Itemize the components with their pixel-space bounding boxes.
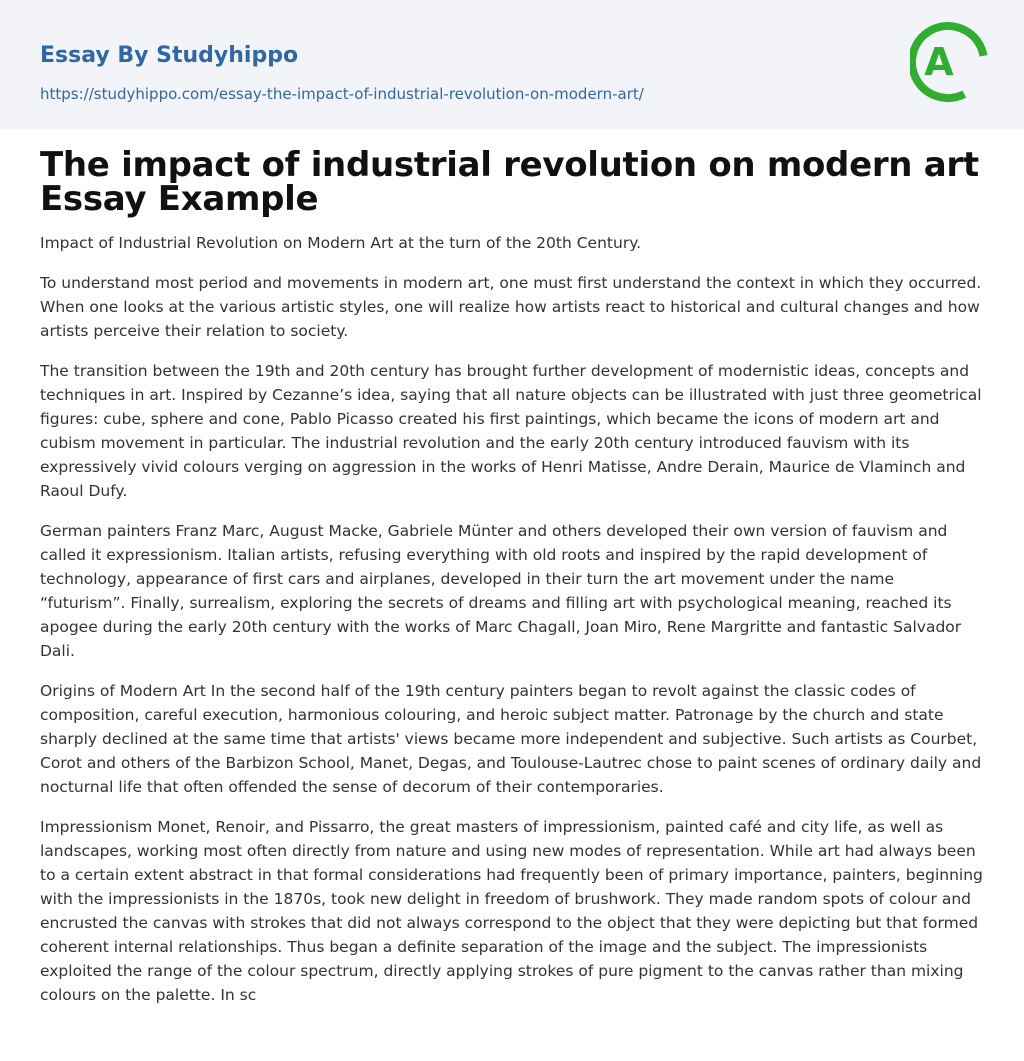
- paragraph-impressionism: Impressionism Monet, Renoir, and Pissarro, the great masters of impressionism, painted café and city life, as well as landscapes, working most often directly from nature and using new modes of representation. While art had always been to a certain extent abstract in that formal considerations had frequently been of primary importance, painters, beginning with the impressionists in the 1870s, took new delight in freedom of brushwork. They made random spots of colour and encrusted the canvas with strokes that did not always correspond to the object that they were depicting but that formed coherent internal relationships. Thus began a definite separation of the image and the subject. The impressionists exploited the range of the colour spectrum, directly applying strokes of pure pigment to the canvas rather than mixing colours on the palette. In sc: [40, 818, 983, 1004]
- essay-url-link[interactable]: https://studyhippo.com/essay-the-impact-of-industrial-revolution-on-modern-art/: [40, 85, 644, 103]
- article: [40, 145, 984, 1023]
- paragraph-transition: The transition between the 19th and 20th century has brought further development of modernistic ideas, concepts and techniques in art. Inspired by Cezanne’s idea, saying that all nature objects can be illustrated with just three geometrical figures: cube, sphere and cone, Pablo Picasso created his first paintings, which became the icons of modern art and cubism movement in particular. The industrial revolution and the early 20th century introduced fauvism with its expressively vivid colours verging on aggression in the works of Henri Matisse, Andre Derain, Maurice de Vlaminch and Raoul Dufy.: [40, 362, 982, 500]
- site-brand[interactable]: Essay By Studyhippo: [40, 43, 299, 68]
- paragraph-intro: Impact of Industrial Revolution on Modern Art at the turn of the 20th Century.: [40, 234, 642, 252]
- site-header: [0, 0, 1024, 129]
- page-title: The impact of industrial revolution on modern art Essay Example: [40, 145, 979, 219]
- studyhippo-logo-icon[interactable]: [910, 18, 990, 106]
- paragraph-context: To understand most period and movements in modern art, one must first understand the context in which they occurred. When one looks at the various artistic styles, one will realize how artists react to historical and cultural changes and how artists perceive their relation to society.: [40, 274, 982, 340]
- paragraph-expressionism: German painters Franz Marc, August Macke, Gabriele Münter and others developed their own version of fauvism and called it expressionism. Italian artists, refusing everything with old roots and inspired by the rapid development of technology, appearance of first cars and airplanes, developed in their turn the art movement under the name “futurism”. Finally, surrealism, exploring the secrets of dreams and filling art with psychological meaning, reached its apogee during the early 20th century with the works of Marc Chagall, Joan Miro, Rene Margritte and fantastic Salvador Dali.: [40, 522, 962, 660]
- logo-letter: A: [924, 40, 954, 84]
- paragraph-origins: Origins of Modern Art In the second half of the 19th century painters began to revolt against the classic codes of composition, careful execution, harmonious colouring, and heroic subject matter. Patronage by the church and state sharply declined at the same time that artists' views became more independent and subjective. Such artists as Courbet, Corot and others of the Barbizon School, Manet, Degas, and Toulouse-Lautrec chose to paint scenes of ordinary daily and nocturnal life that often offended the sense of decorum of their contemporaries.: [40, 682, 982, 796]
